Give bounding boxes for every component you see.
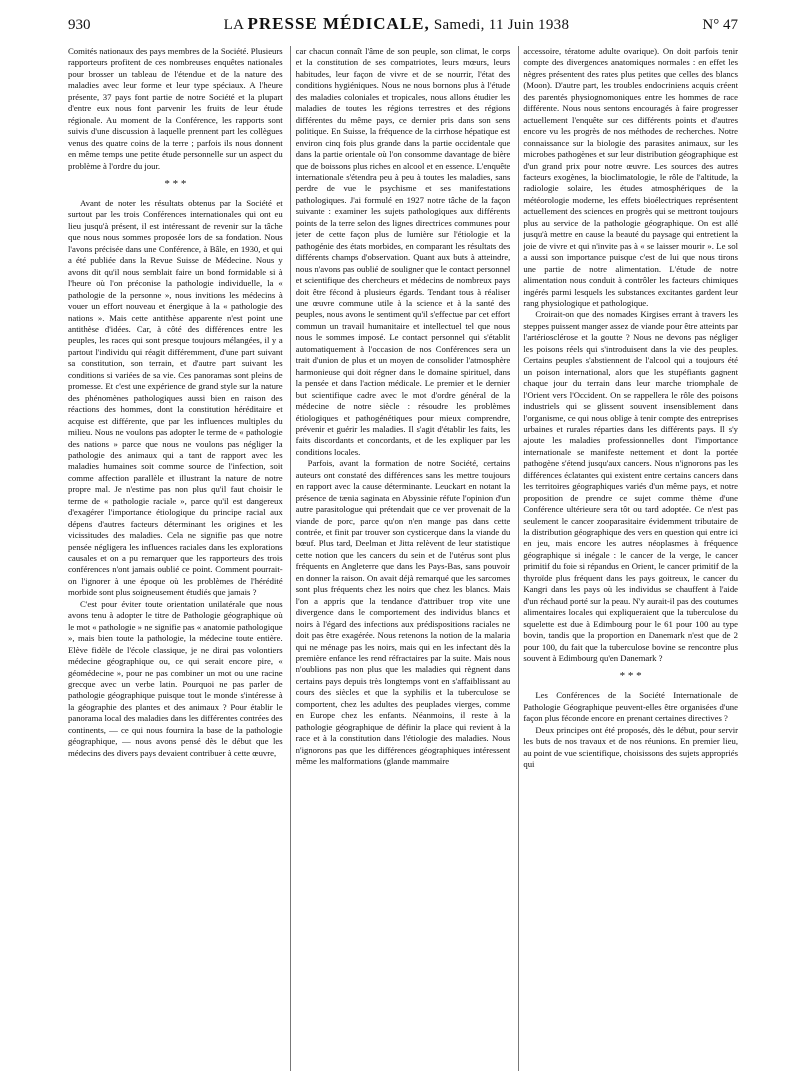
- column-2: [296, 46, 511, 1071]
- paragraph: Les Conférences de la Société Internationale de Pathologie Géographique peuvent-elles être organisées d'une façon plus féconde encore en prenant certaines directives ?: [523, 690, 739, 724]
- page-header: [68, 14, 738, 38]
- journal-masthead: [224, 14, 570, 34]
- paragraph: Croirait-on que des nomades Kirgises errant à travers les steppes puissent manger assez de viande pour être atteints par l'artériosclérose et la goutte ? Nous ne devons pas négliger les poisons réels qui s'introduisent dans la vie des peuples. Certains peuples s'abstiennent de l'alcool qui a toujours été un poison international, alors que les stupéfiants gagnent chaque jour du terrain dans leur marche triomphale de l'Orient vers l'Occident. On se rappellera le rôle des poisons industriels qui se glissent souvent insensiblement dans l'organisme, ce qui nous oblige à tenir compte des entreprises urbaines et rurales réparties dans les différents pays. Il s'y ajoute les maladies professionnelles dont l'importance internationale se manifeste nettement et dont la portée pathogène s'étend jusqu'aux cancers. Nous n'ignorons pas les différences éclatantes qui existent entre certains cancers dans les territoires géographiques variés d'un même pays, et notre proposition de prendre ce sujet comme thème d'une Conférence ultérieure sera tôt ou tard adoptée. Ce n'est pas seulement le cancer zooparasitaire évidemment tributaire de la distribution géographique des vers en question qui entre ici en jeu, mais encore les autres néoplasmes à fréquence géographique si inégale : le cancer de la verge, le cancer primitif du foie si répandus en Orient, le cancer primitif de la thyroïde plus fréquent dans les pays goitreux, le cancer du Kangri dans les pays où les individus se chauffent à l'aide d'un réchaud porté sur la peau. N'y aurait-il pas des coutumes alimentaires locales qui expliqueraient que la tuberculose du squelette est due à Edimbourg pour le 61 pour 100 au type bovin, tandis que la proportion en Danemark n'est que de 2 pour 100, du fait que la tuberculose bovine se rencontre plus souvent à Edimbourg qu'en Danemark ?: [523, 309, 739, 664]
- paragraph: Avant de noter les résultats obtenus par la Société et surtout par les trois Conférences internationales qui ont eu lieu jusqu'à présent, il est intéressant de revenir sur la tâche que nous nous sommes proposée lors de sa fondation. Nous l'avons précisée dans une Conférence, à Bâle, en 1930, et qui a été publiée dans la Revue Suisse de Médecine. Nous y avons dit qu'il nous semblait faire un bond formidable si à l'heure où l'on préconise la pathologie individuelle, la « pathologie de la personne », nous invitions les médecins à vouer un effort nouveau et énergique à la « pathologie des nations ». Mais cette antithèse apparente n'est point une antithèse d'idées. Car, à côté des différences entre les peuples, les races qui sont presque toujours mélangées, il y a partout l'individu qui réagit différemment, d'une part suivant sa constitution, son terrain, et d'autre part suivant les conditions si variées de sa vie. Ces panoramas sont pleins de promesse. Et c'est une expérience de grand style sur la nature des phénomènes pathologiques aussi bien en raison des réactions des hommes, dont la constitution héréditaire et acquise est différente, que par les influences multiples du milieu. Nous ne voulons pas adopter le terme de « pathologie des nations » parce que nous ne voulons pas négliger la pathologie des animaux qui a tant de rapport avec les maladies humaines soit comme source de l'infection, soit comme affection parallèle et illustrant la nature de notre propre mal. Je n'estime pas non plus qu'il faut choisir le terme de « pathologie raciale », parce qu'il est dangereux d'exagérer l'importance étiologique du principe racial aux dépens d'autres facteurs déterminant les origines et les vicissitudes des maladies. Cela ne signifie pas que notre pensée négligera les influences raciales dans les explorations causales et on a pu remarquer que les rapporteurs des trois conférences n'ont jamais oublié ce point. Comment pourrait-on l'ignorer à une époque où les problèmes de l'hérédité morbide sont plus soigneusement étudiés que jamais ?: [68, 197, 283, 598]
- paragraph: C'est pour éviter toute orientation unilatérale que nous avons tenu à adopter le titre de Pathologie géographique où le mot « pathologie » ne signifie pas « anatomie pathologique », mais bien toute la pathologie, la médecine toute entière. Elève fidèle de l'école classique, je ne dirai pas volontiers médecine géographique ou, ce qui serait encore pire, « géomédecine », pour ne pas combiner un mot ou une racine grecque avec un verbe latin. Pourquoi ne pas parler de pathologie géographique puisque tout le monde s'intéresse à la géographie des plantes et des animaux ? Pour établir le panorama local des maladies dans les différentes contrées des continents, — ce qui nous fournira la base de la pathologie géographique, — nous avons pensé dès le début que les médecins des divers pays devaient contribuer à cette œuvre,: [68, 598, 283, 758]
- section-separator: * * *: [164, 177, 187, 190]
- column-1: [68, 46, 283, 1071]
- issue-date: Samedi, 11 Juin 1938: [433, 17, 570, 33]
- paragraph: car chacun connaît l'âme de son peuple, son climat, le corps et la constitution de ses compatriotes, leurs mœurs, leurs habitudes, leur façon de vivre et de se nourrir, l'état des conditions hygiéniques. Nous ne nous bornons plus à l'étude des maladies coloniales et tropicales, nous allons étudier les maladies de toutes les régions terrestres et des régions différentes du même pays, ce dernier pris dans son sens politique. En Suisse, la fréquence de la cirrhose hépatique est environ cinq fois plus grande dans la partie occidentale que dans la partie orientale où l'on consomme davantage de bière que de boissons plus riches en alcool et en essence. L'enquête internationale s'étendra peu à peu à toutes les maladies, sans perdre de vue le psychisme et ses manifestations pathologiques. J'ai formulé en 1927 notre tâche de la façon suivante : examiner les sujets pathologiques aux différents points de la terre selon des lignes directrices communes pour jeter de cette façon plus de lumière sur l'étiologie et la pathogénie des états morbides, en comparant les résultats des différents champs d'observation. Quant aux buts à atteindre, nous n'avons pas oublié de souligner que le contact personnel et scientifique des chercheurs et médecins de nombreux pays doit être fécond à plusieurs égards. Tendant tous à réaliser une œuvre commune utile à la science et à la santé des peuples, nous avons le sentiment qu'il s'effectue par cet effort commun un travail humanitaire et intellectuel tel que nous nous le sommes imposé. Le contact personnel qui s'établit automatiquement à l'occasion de nos Conférences sera un trait d'union de plus et un moyen de consolider l'atmosphère harmonieuse qui doit régner dans le domaine spirituel, dans la pensée et dans l'action médicale. Le premier et le dernier but scientifique cadre avec le mot d'ordre général de la médecine de notre siècle : résoudre les problèmes étiologiques et pathogénétiques pour mieux comprendre, prévenir et guérir les maladies. Il s'agit d'établir les faits, les faits discordants et concordants, et de les expliquer par les conditions locales.: [295, 46, 511, 457]
- journal-prefix: LA: [223, 17, 244, 33]
- column-divider: [290, 46, 291, 1071]
- paragraph: Comités nationaux des pays membres de la Société. Plusieurs rapporteurs profitent de ces nombreuses enquêtes nationales pour brosser un tableau de l'étendue et de la nature des maladies avec leur forme et leur type spéciaux. A l'heure présente, 37 pays font partie de notre Société et la plupart d'entre eux nous font parvenir les fruits de leur étude régionale. Au moment de la Conférence, les rapports sont suivis d'une discussion à laquelle prennent part les collègues venus des quatre coins de la terre ; parfois ils nous donnent en même temps une petite étude personnelle sur un aspect du problème à l'ordre du jour.: [68, 46, 283, 171]
- column-3: [523, 46, 738, 1071]
- page-number: 930: [68, 17, 91, 33]
- section-separator: * * *: [619, 670, 642, 683]
- column-divider: [518, 46, 519, 1071]
- paragraph: Deux principes ont été proposés, dès le début, pour servir les buts de nos travaux et de nos réunions. En premier lieu, au point de vue scientifique, choisissons des sujets appropriés qui: [523, 724, 739, 770]
- journal-name: PRESSE MÉDICALE,: [247, 14, 430, 33]
- paragraph: Parfois, avant la formation de notre Société, certains auteurs ont constaté des différences sans les mettre toujours en rapport avec la cause déterminante. Leuckart en notant la présence de tænia saginata en Abyssinie réfute l'opinion d'un autre parasitologue qui prétendait que ce ver provenait de la viande de porc, parce qu'on n'en mange pas dans cette contrée, et finit par trouver son cysticerque dans la viande du bœuf. Plus tard, Deelman et Jitta relèvent de leur statistique cette notion que les cancers du sein et de l'utérus sont plus fréquents en Angleterre que dans les Pays-Bas, sans pouvoir en donner la raison. On avait déjà remarqué que les sarcomes sont plus fréquents chez les noirs que chez les blancs. Mais l'on a appris que la tendance d'attribuer trop vite une divergence dans le comportement des individus blancs et noirs à l'égard des infections aux prédispositions raciales ne doit pas être exagérée. Nous retenons la notion de la malaria qui ne ménage pas les noirs, mais qui en les infectant dès la première enfance les rend réfractaires par la suite. Mais nous n'oublions pas non plus que les maladies qui règnent dans certains pays depuis très longtemps vont en s'affaiblissant au cours des siècles et que la syphilis et la tuberculose se comportent, chez les adultes des peuplades vierges, comme en Europe chez les enfants. Néanmoins, il reste à la pathologie géographique de définir la place qui revient à la race et à la constitution dans l'étiologie des maladies. Nous n'ignorons pas que les différences géographiques intéressent même les malformations (glande mammaire: [295, 458, 511, 767]
- article-columns: [68, 46, 738, 1071]
- paragraph: accessoire, tératome adulte ovarique). On doit parfois tenir compte des divergences anatomiques normales : en effet les nègres présentent des rates plus petites que celles des blancs (Moon). D'autre part, les troubles endocriniens acquis créent des parentés physiognomoniques entre les hommes de race différente. Nous nous sentons encouragés à faire progresser actuellement l'enquête sur ces différents points et d'autres encore vu les progrès de nos méthodes de recherches. Notre connaissance sur la biologie des parasites animaux, sur les microbes pathogènes et sur leur distribution géographique est d'un grand prix pour notre œuvre. Les sources des autres facteurs exogènes, la bioclimatologie, le rôle de l'altitude, la radiologie solaire, les études atmosphériques de la météorologie moderne, les effets bioélectriques représentent actuellement des sciences en progrès qui se mettront toujours plus au service de la pathologie géographique. On est allé jusqu'à mettre en cause la beauté du paysage qui entretient la joie de vivre et qui n'invite pas à « se laisser mourir ». Le sol a aussi son importance puisque c'est de lui que nous tirons une partie de notre alimentation. L'étude de notre alimentation nous conduit à contrôler les facteurs chimiques ingérés parmi lesquels les substances excitantes gardent leur rang physiologique et pathologique.: [523, 46, 739, 308]
- issue-number: N° 47: [702, 17, 738, 33]
